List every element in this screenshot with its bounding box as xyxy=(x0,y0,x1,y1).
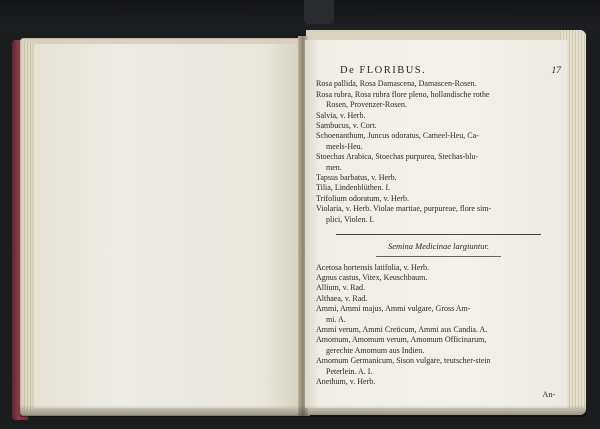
binding-clip xyxy=(304,0,334,24)
entry-line: men. xyxy=(326,162,342,172)
section-subrule xyxy=(376,256,501,257)
page-shadow xyxy=(20,405,586,417)
left-page-blank xyxy=(34,44,300,408)
page-number: 17 xyxy=(551,66,561,76)
header-title: De FLORIBUS. xyxy=(340,65,427,76)
entry-line: Acetosa hortensis latifolia, v. Herb. xyxy=(316,262,430,272)
section-rule xyxy=(336,234,541,235)
flower-entries xyxy=(316,79,561,225)
entry-line: Ammi, Ammi majus, Ammi vulgare, Gross Am- xyxy=(316,304,471,314)
section-title: Semina Medicinae largiuntur. xyxy=(388,241,489,252)
entry-line: Sambucus, v. Cort. xyxy=(316,121,377,131)
background-top xyxy=(0,0,600,30)
page-text xyxy=(316,66,561,401)
entry-line: Peterlein. A. I. xyxy=(326,366,373,376)
entry-line: Trifolium odoratum, v. Herb. xyxy=(316,193,409,203)
seed-entries xyxy=(316,263,561,388)
entry-line: gerechte Amomum aus Indien. xyxy=(326,345,425,355)
entry-line: Anethum, v. Herb. xyxy=(316,376,376,386)
entry-line: Rosen, Provenzer-Rosen. xyxy=(326,100,407,110)
entry-line: Schoenanthum, Juncus odoratus, Cameel-Heu, Ca- xyxy=(316,131,479,141)
entry-line: Tapsus barbatus, v. Herb. xyxy=(316,173,397,183)
entry-line: Ammi verum, Ammi Creticum, Ammi aus Candia. A. xyxy=(316,324,488,334)
running-header xyxy=(316,66,561,76)
entry-line: Salvia, v. Herb. xyxy=(316,110,366,120)
catchword: An- xyxy=(542,390,555,400)
entry-line: meels-Heu. xyxy=(326,141,363,151)
entry-line: mi. A. xyxy=(326,314,346,324)
entry-line: Tilia, Lindenblüthen. I. xyxy=(316,183,391,193)
entry-line: Amomum Germanicum, Sison vulgare, teutscher-stein xyxy=(316,356,491,366)
entry-line: Stoechas Arabica, Stoechas purpurea, Stechas-blu- xyxy=(316,152,479,162)
entry-line: plici, Violen. I. xyxy=(326,214,375,224)
entry-line: Allium, v. Rad. xyxy=(316,283,366,293)
left-page-edges xyxy=(24,42,32,412)
entry-line: Violaria, v. Herb. Violae martiae, purpureae, flore sim- xyxy=(316,204,492,214)
entry-line: Amomum, Amomum verum, Amomum Officinarum, xyxy=(316,335,487,345)
entry-line: Althaea, v. Rad. xyxy=(316,293,368,303)
entry-line: Agnus castus, Vitex, Keuschbaum. xyxy=(316,272,428,282)
entry-line: Rosa rubra, Rosa rubra flore pleno, hollandische rothe xyxy=(316,89,490,99)
entry-line: Rosa pallida, Rosa Damascena, Damascen-Rosen. xyxy=(316,79,477,89)
